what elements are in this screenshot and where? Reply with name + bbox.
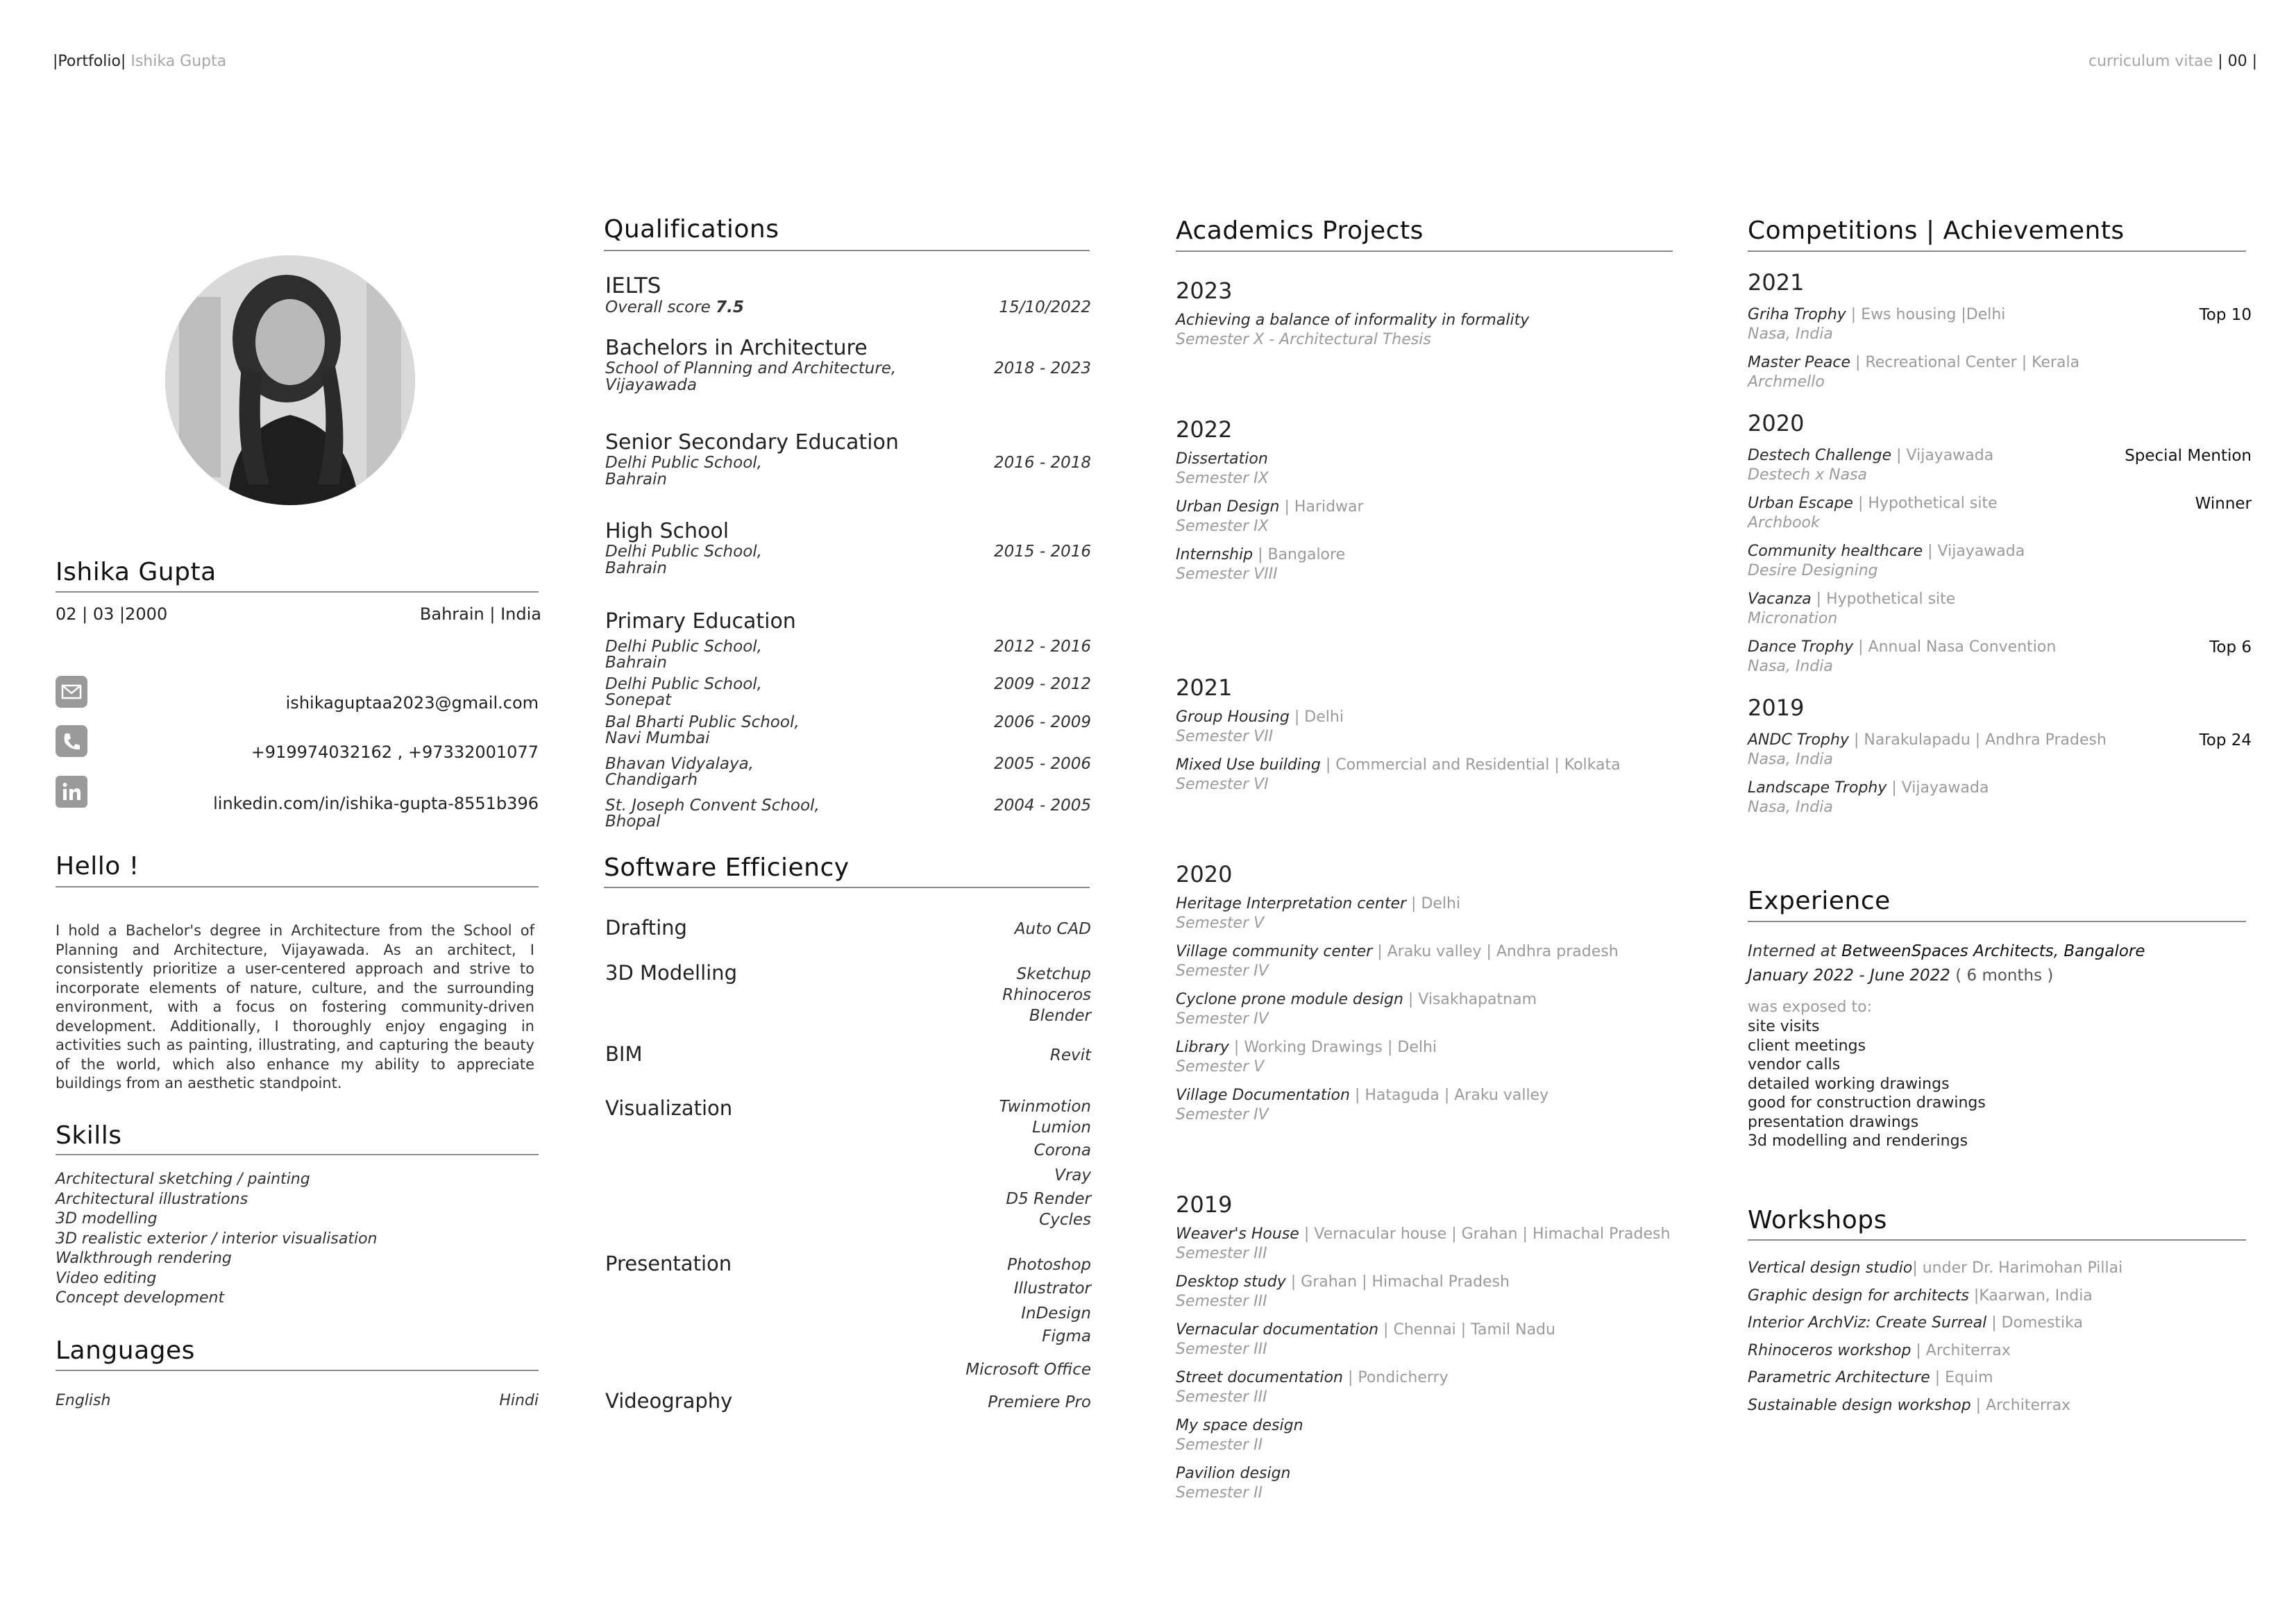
software-tool: Figma xyxy=(1042,1327,1091,1345)
workshop-item xyxy=(1748,1364,2246,1392)
qualification-bachelors xyxy=(605,336,1091,393)
qualification-primary xyxy=(605,609,1091,834)
year-heading: 2022 xyxy=(1176,416,1233,443)
software-category: Drafting xyxy=(605,916,687,940)
primary-school-row: Delhi Public School, Sonepat 2009 - 2012 xyxy=(605,675,1091,709)
qualification-years: 2016 - 2018 xyxy=(994,454,1091,472)
software-tool: Premiere Pro xyxy=(988,1393,1091,1411)
software-category: Presentation xyxy=(605,1252,732,1275)
qualification-name: Primary Education xyxy=(605,609,796,634)
divider xyxy=(56,1154,539,1155)
skills-list xyxy=(56,1170,377,1309)
workshop-provider: | under Dr. Harimohan Pillai xyxy=(1912,1259,2123,1277)
competition-item xyxy=(1748,731,2252,770)
workshop-name: Parametric Architecture xyxy=(1748,1369,1930,1386)
year-heading: 2021 xyxy=(1176,674,1233,701)
competition-name: ANDC Trophy xyxy=(1748,731,1849,749)
competition-item xyxy=(1748,542,2252,581)
project-semester: Semester II xyxy=(1176,1484,1263,1502)
skill-item: Concept development xyxy=(56,1289,225,1307)
competition-title-line xyxy=(1748,590,2252,609)
project-title-line xyxy=(1176,311,1673,330)
year-heading: 2019 xyxy=(1176,1191,1233,1218)
cv-label: curriculum vitae xyxy=(2088,53,2213,70)
divider xyxy=(1748,921,2246,922)
cv-header xyxy=(2088,53,2257,70)
project-place: | Grahan | Himachal Pradesh xyxy=(1285,1273,1510,1291)
project-name: Urban Design xyxy=(1176,498,1280,516)
exposed-label: was exposed to: xyxy=(1748,999,1872,1016)
software-heading: Software Efficiency xyxy=(604,853,850,882)
year-heading: 2020 xyxy=(1748,410,1805,436)
workshop-provider: |Kaarwan, India xyxy=(1968,1286,2093,1305)
divider xyxy=(56,591,539,593)
workshop-provider: | Domestika xyxy=(1986,1314,2084,1332)
skill-item: Architectural illustrations xyxy=(56,1190,248,1208)
project-name: Vernacular documentation xyxy=(1176,1321,1379,1339)
project-title-line xyxy=(1176,990,1673,1010)
project-title-line xyxy=(1176,1368,1673,1388)
project-item xyxy=(1176,1320,1673,1359)
exposure-item: vendor calls xyxy=(1748,1056,1841,1073)
profile-photo xyxy=(165,255,415,505)
competition-award: Top 10 xyxy=(2199,306,2252,324)
project-item xyxy=(1176,894,1673,933)
year-heading: 2020 xyxy=(1176,861,1233,887)
competition-title-line xyxy=(1748,779,2252,798)
competition-name: Vacanza xyxy=(1748,590,1812,608)
project-name: Cyclone prone module design xyxy=(1176,991,1403,1008)
workshops-list xyxy=(1748,1255,2246,1419)
project-item xyxy=(1176,450,1673,488)
project-title-line xyxy=(1176,450,1673,469)
portfolio-header xyxy=(53,53,226,70)
divider xyxy=(56,886,539,887)
exposure-item: good for construction drawings xyxy=(1748,1094,1986,1112)
qualification-school: School of Planning and Architecture, Vijayawada xyxy=(605,359,897,394)
project-place: | Haridwar xyxy=(1279,498,1364,516)
internship-duration: January 2022 - June 2022 ( 6 months ) xyxy=(1748,967,2054,985)
competition-award: Winner xyxy=(2195,495,2252,513)
project-place: | Pondicherry xyxy=(1342,1369,1449,1386)
linkedin-link[interactable]: linkedin.com/in/ishika-gupta-8551b396 xyxy=(213,794,539,813)
workshop-item xyxy=(1748,1255,2246,1282)
competition-title xyxy=(1748,731,2107,750)
exposure-item: 3d modelling and renderings xyxy=(1748,1132,1968,1150)
project-semester: Semester IX xyxy=(1176,470,1269,487)
project-item xyxy=(1176,1225,1673,1264)
workshop-name: Interior ArchViz: Create Surreal xyxy=(1748,1314,1987,1332)
skill-item: Video editing xyxy=(56,1269,157,1287)
project-item xyxy=(1176,311,1673,350)
project-place: | Chennai | Tamil Nadu xyxy=(1378,1321,1555,1339)
project-title-line xyxy=(1176,498,1673,517)
project-item xyxy=(1176,1464,1673,1503)
software-tool: Photoshop xyxy=(1007,1256,1091,1274)
author-name-header: Ishika Gupta xyxy=(130,53,227,70)
hello-text: I hold a Bachelor's degree in Architecture from the School of Planning and Architecture, Vijayawada. As an architect, I consistently prioritize a user-centered approach and strive to incorporate elements of nature, culture, and the surrounding environment, with a focus on fostering community-driven development. Additionally, I thoroughly enjoy engaging in activities such as painting, illustrating, and capturing the beauty of the world, which also enhance my ability to appreciate buildings from an aesthetic standpoint. xyxy=(56,922,534,1091)
project-name: Pavilion design xyxy=(1176,1465,1291,1482)
competition-place: | Ews housing |Delhi xyxy=(1846,306,2006,323)
skill-item: 3D modelling xyxy=(56,1210,158,1227)
experience-heading: Experience xyxy=(1748,887,1891,915)
workshop-item xyxy=(1748,1282,2246,1310)
project-name: Village community center xyxy=(1176,943,1373,960)
qualification-school: Delhi Public School, Bahrain xyxy=(605,454,762,488)
profile-meta xyxy=(56,604,541,624)
competition-title xyxy=(1748,542,2025,561)
primary-school-row: Bhavan Vidyalaya, Chandigarh 2005 - 2006 xyxy=(605,755,1091,789)
competition-title-line xyxy=(1748,731,2252,750)
project-semester: Semester V xyxy=(1176,915,1265,932)
software-tool: Vray xyxy=(1054,1166,1091,1184)
primary-school-row: St. Joseph Convent School, Bhopal 2004 - 2005 xyxy=(605,797,1091,831)
competition-place: | Narakulapadu | Andhra Pradesh xyxy=(1848,731,2107,749)
qualification-ielts xyxy=(605,273,1091,316)
project-name: Street documentation xyxy=(1176,1369,1343,1386)
competition-item xyxy=(1748,494,2252,533)
competition-title-line xyxy=(1748,542,2252,561)
qualification-name: IELTS xyxy=(605,273,661,298)
language-item: Hindi xyxy=(499,1392,539,1409)
workshop-item xyxy=(1748,1392,2246,1420)
software-group xyxy=(605,1389,1091,1413)
project-name: Village Documentation xyxy=(1176,1087,1350,1104)
project-name: Internship xyxy=(1176,546,1253,563)
experience-block xyxy=(1748,940,2246,1151)
project-name: Group Housing xyxy=(1176,708,1290,726)
competition-year-block xyxy=(1748,269,2252,392)
linkedin-icon xyxy=(56,776,87,808)
exposure-item: client meetings xyxy=(1748,1037,1866,1055)
project-item xyxy=(1176,756,1673,794)
competition-item xyxy=(1748,305,2252,344)
software-category: Videography xyxy=(605,1389,733,1413)
project-title-line xyxy=(1176,545,1673,565)
qualifications-heading: Qualifications xyxy=(604,215,779,244)
competition-name: Landscape Trophy xyxy=(1748,779,1887,797)
project-title-line xyxy=(1176,1086,1673,1105)
competition-organizer: Nasa, India xyxy=(1748,658,1833,675)
project-place: | Araku valley | Andhra pradesh xyxy=(1372,943,1619,960)
competition-place: | Hypothetical site xyxy=(1852,495,1998,512)
software-tool: Cycles xyxy=(1039,1211,1091,1229)
languages-list xyxy=(56,1391,539,1411)
project-place: | Delhi xyxy=(1406,895,1461,912)
exposure-item: presentation drawings xyxy=(1748,1113,1919,1131)
project-name: Achieving a balance of informality in formality xyxy=(1176,312,1530,329)
competition-organizer: Nasa, India xyxy=(1748,799,1833,816)
qualification-name: High School xyxy=(605,519,729,543)
software-tool: Twinmotion xyxy=(999,1098,1091,1116)
project-name: My space design xyxy=(1176,1417,1303,1434)
software-tool: InDesign xyxy=(1021,1305,1091,1323)
project-item xyxy=(1176,1086,1673,1125)
qualification-school: Delhi Public School, Bahrain xyxy=(605,543,762,577)
project-place: | Commercial and Residential | Kolkata xyxy=(1320,756,1621,774)
project-title-line xyxy=(1176,942,1673,962)
competition-title xyxy=(1748,779,1989,798)
internship-line: Interned at BetweenSpaces Architects, Bangalore xyxy=(1748,942,2145,960)
qualification-name: Senior Secondary Education xyxy=(605,430,899,454)
competition-item xyxy=(1748,779,2252,817)
skills-heading: Skills xyxy=(56,1121,122,1150)
competition-title-line xyxy=(1748,446,2252,466)
divider xyxy=(56,1370,539,1371)
project-item xyxy=(1176,708,1673,747)
qualification-years: 2015 - 2016 xyxy=(994,543,1091,561)
workshop-item xyxy=(1748,1337,2246,1365)
project-name: Dissertation xyxy=(1176,450,1268,468)
project-item xyxy=(1176,1038,1673,1077)
project-semester: Semester III xyxy=(1176,1245,1267,1262)
competition-title xyxy=(1748,353,2079,373)
qualification-high xyxy=(605,519,1091,577)
skill-item: Architectural sketching / painting xyxy=(56,1171,310,1188)
competition-title xyxy=(1748,638,2056,657)
language-item: English xyxy=(56,1392,111,1409)
competition-place: | Recreational Center | Kerala xyxy=(1850,354,2080,371)
hello-heading: Hello ! xyxy=(56,852,140,881)
competition-organizer: Archbook xyxy=(1748,514,1820,532)
competition-year-block xyxy=(1748,410,2252,677)
project-semester: Semester VIII xyxy=(1176,566,1278,583)
competition-organizer: Nasa, India xyxy=(1748,751,1833,768)
date-of-birth: 02 | 03 |2000 xyxy=(56,604,168,624)
software-group xyxy=(605,1042,1091,1066)
academic-year-block xyxy=(1176,674,1673,794)
competition-title-line xyxy=(1748,494,2252,513)
skill-item: 3D realistic exterior / interior visualisation xyxy=(56,1230,378,1248)
project-semester: Semester V xyxy=(1176,1058,1265,1076)
competition-name: Dance Trophy xyxy=(1748,638,1854,656)
academics-heading: Academics Projects xyxy=(1176,216,1424,245)
competitions-list xyxy=(1748,269,2252,826)
competition-organizer: Desire Designing xyxy=(1748,562,1878,579)
competition-item xyxy=(1748,638,2252,677)
project-place: | Vernacular house | Grahan | Himachal Pradesh xyxy=(1299,1225,1671,1243)
project-title-line xyxy=(1176,1320,1673,1340)
competition-award: Top 6 xyxy=(2209,638,2252,656)
project-item xyxy=(1176,545,1673,584)
competition-year-block xyxy=(1748,695,2252,817)
software-category: 3D Modelling xyxy=(605,961,737,985)
divider xyxy=(1176,250,1673,252)
competition-place: | Vijayawada xyxy=(1923,543,2025,560)
year-heading: 2023 xyxy=(1176,278,1233,304)
workshop-provider: | Equim xyxy=(1930,1369,1993,1386)
competition-title-line xyxy=(1748,638,2252,657)
project-title-line xyxy=(1176,1225,1673,1244)
exposure-item: detailed working drawings xyxy=(1748,1075,1950,1093)
project-title-line xyxy=(1176,756,1673,775)
competition-title xyxy=(1748,305,2005,325)
divider xyxy=(1748,1239,2246,1241)
project-title-line xyxy=(1176,1464,1673,1484)
exposure-list xyxy=(1748,1017,2246,1151)
workshop-provider: | Architerrax xyxy=(1970,1396,2071,1414)
project-place: | Working Drawings | Delhi xyxy=(1229,1039,1437,1056)
project-place: | Visakhapatnam xyxy=(1403,991,1537,1008)
competition-place: | Annual Nasa Convention xyxy=(1853,638,2057,656)
competition-place: | Hypothetical site xyxy=(1811,590,1956,608)
email-link[interactable]: ishikaguptaa2023@gmail.com xyxy=(285,693,539,713)
project-name: Desktop study xyxy=(1176,1273,1286,1291)
project-name: Heritage Interpretation center xyxy=(1176,895,1407,912)
location: Bahrain | India xyxy=(419,604,541,624)
competition-item xyxy=(1748,353,2252,392)
primary-school-row: Bal Bharti Public School, Navi Mumbai 2006 - 2009 xyxy=(605,713,1091,747)
competition-place: | Vijayawada xyxy=(1891,447,1994,464)
project-title-line xyxy=(1176,1273,1673,1292)
software-category: Visualization xyxy=(605,1096,733,1120)
workshop-name: Sustainable design workshop xyxy=(1748,1396,1971,1414)
competition-title xyxy=(1748,446,1993,466)
competition-organizer: Archmello xyxy=(1748,373,1825,391)
qualification-name: Bachelors in Architecture xyxy=(605,336,868,360)
project-item xyxy=(1176,942,1673,981)
software-tool: Corona xyxy=(1033,1141,1091,1159)
software-tool: Illustrator xyxy=(1013,1280,1091,1298)
competition-title-line xyxy=(1748,305,2252,325)
software-tool: Revit xyxy=(1049,1046,1091,1064)
software-tool: Microsoft Office xyxy=(965,1361,1091,1379)
project-place: | Bangalore xyxy=(1253,546,1346,563)
project-semester: Semester IV xyxy=(1176,1106,1269,1123)
competition-name: Urban Escape xyxy=(1748,495,1853,512)
competition-award: Top 24 xyxy=(2199,731,2252,749)
academic-year-block xyxy=(1176,416,1673,584)
project-title-line xyxy=(1176,1416,1673,1436)
project-name: Library xyxy=(1176,1039,1229,1056)
academic-year-block xyxy=(1176,278,1673,350)
project-semester: Semester VI xyxy=(1176,776,1269,793)
phone-icon xyxy=(56,725,87,757)
academics-list xyxy=(1176,278,1673,1512)
qualification-years: 2018 - 2023 xyxy=(994,359,1091,377)
project-name: Weaver's House xyxy=(1176,1225,1299,1243)
mail-icon xyxy=(56,676,87,708)
phone-number: +919974032162 , +97332001077 xyxy=(251,742,539,762)
workshop-name: Vertical design studio xyxy=(1748,1259,1913,1277)
competition-name: Destech Challenge xyxy=(1748,447,1892,464)
software-tool: Sketchup xyxy=(1016,965,1091,983)
divider xyxy=(1748,250,2246,252)
competition-organizer: Nasa, India xyxy=(1748,325,1833,343)
competition-title xyxy=(1748,590,1955,609)
page-number: | 00 | xyxy=(2218,53,2257,70)
primary-school-row: Delhi Public School, Bahrain 2012 - 2016 xyxy=(605,638,1091,672)
project-name: Mixed Use building xyxy=(1176,756,1321,774)
ielts-score: Overall score 7.5 xyxy=(605,298,744,316)
software-group xyxy=(605,1096,1091,1230)
project-semester: Semester IV xyxy=(1176,1010,1269,1028)
person-silhouette-icon xyxy=(165,255,415,505)
project-item xyxy=(1176,498,1673,536)
qualification-date: 15/10/2022 xyxy=(999,298,1091,316)
competition-organizer: Micronation xyxy=(1748,610,1838,627)
workshop-item xyxy=(1748,1309,2246,1337)
software-tool: Rhinoceros xyxy=(1002,986,1091,1004)
qualification-senior xyxy=(605,430,1091,488)
software-group xyxy=(605,1252,1091,1379)
divider xyxy=(604,887,1090,888)
divider xyxy=(604,250,1090,251)
project-semester: Semester II xyxy=(1176,1436,1263,1454)
software-group xyxy=(605,916,1091,940)
exposure-item: site visits xyxy=(1748,1018,1820,1035)
workshop-name: Rhinoceros workshop xyxy=(1748,1341,1911,1359)
academic-year-block xyxy=(1176,1191,1673,1503)
project-place: | Delhi xyxy=(1289,708,1344,726)
project-place: | Hataguda | Araku valley xyxy=(1349,1087,1549,1104)
software-group xyxy=(605,961,1091,1026)
project-item xyxy=(1176,1273,1673,1311)
project-item xyxy=(1176,990,1673,1029)
academic-year-block xyxy=(1176,861,1673,1125)
workshop-name: Graphic design for architects xyxy=(1748,1286,1969,1305)
year-heading: 2021 xyxy=(1748,269,1805,296)
competition-award: Special Mention xyxy=(2125,447,2252,465)
project-title-line xyxy=(1176,708,1673,727)
workshop-provider: | Architerrax xyxy=(1911,1341,2011,1359)
software-category: BIM xyxy=(605,1042,643,1066)
software-tool: D5 Render xyxy=(1006,1190,1091,1208)
competition-title xyxy=(1748,494,1998,513)
project-semester: Semester IX xyxy=(1176,518,1269,535)
competition-place: | Vijayawada xyxy=(1886,779,1989,797)
project-semester: Semester IV xyxy=(1176,962,1269,980)
software-tool: Auto CAD xyxy=(1014,920,1091,938)
profile-name: Ishika Gupta xyxy=(56,558,217,586)
project-semester: Semester VII xyxy=(1176,728,1274,745)
year-heading: 2019 xyxy=(1748,695,1805,721)
competition-item xyxy=(1748,446,2252,485)
competition-title-line xyxy=(1748,353,2252,373)
project-semester: Semester III xyxy=(1176,1293,1267,1310)
project-semester: Semester III xyxy=(1176,1341,1267,1358)
project-semester: Semester X - Architectural Thesis xyxy=(1176,331,1431,348)
competition-item xyxy=(1748,590,2252,629)
project-semester: Semester III xyxy=(1176,1388,1267,1406)
languages-heading: Languages xyxy=(56,1336,195,1365)
project-title-line xyxy=(1176,894,1673,914)
portfolio-label: |Portfolio| xyxy=(53,53,126,70)
competition-organizer: Destech x Nasa xyxy=(1748,466,1868,484)
competition-name: Griha Trophy xyxy=(1748,306,1846,323)
software-tool: Blender xyxy=(1029,1007,1091,1025)
competition-name: Community healthcare xyxy=(1748,543,1923,560)
project-title-line xyxy=(1176,1038,1673,1057)
competitions-heading: Competitions | Achievements xyxy=(1748,216,2125,245)
project-item xyxy=(1176,1368,1673,1407)
workshops-heading: Workshops xyxy=(1748,1206,1887,1234)
project-item xyxy=(1176,1416,1673,1455)
skill-item: Walkthrough rendering xyxy=(56,1250,232,1267)
software-tool: Lumion xyxy=(1032,1119,1091,1137)
competition-name: Master Peace xyxy=(1748,354,1851,371)
